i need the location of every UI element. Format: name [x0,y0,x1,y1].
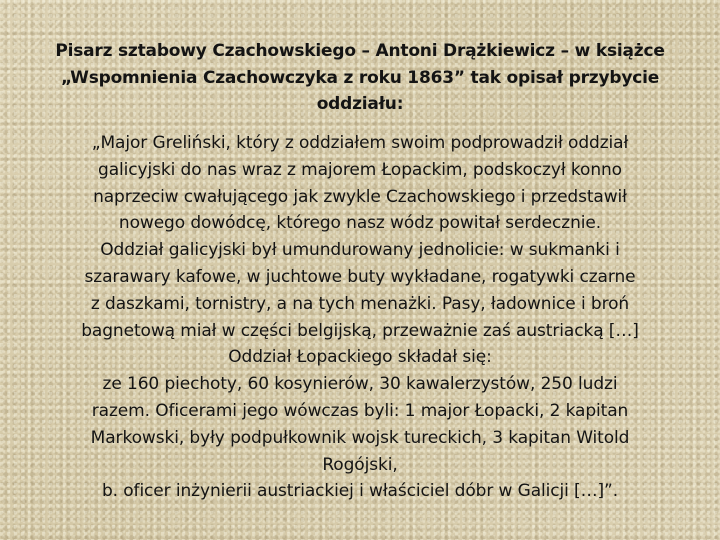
quote-line: nowego dowódcę, którego nasz wódz powitał serdecznie. [118,213,602,234]
quote-line: Rogójski, [322,454,398,475]
quote-line: „Major Greliński, który z oddziałem swoim podprowadził oddział [91,133,629,153]
quote-line: razem. Oficerami jego wówczas byli: 1 major Łopacki, 2 kapitan [91,400,629,421]
quote-line: b. oficer inżynierii austriackiej i właściciel dóbr w Galicji […]”. [101,481,619,502]
intro-heading-line: Pisarz sztabowy Czachowskiego – Antoni Drążkiewicz – w książce [55,41,665,61]
quote-line: Markowski, były podpułkownik wojsk tureckich, 3 kapitan Witold [90,427,630,448]
quote-line: szarawary kafowe, w juchtowe buty wykładane, rogatywki czarne [84,266,636,287]
quote-line: galicyjski do nas wraz z majorem Łopackim, podskoczył konno [98,159,622,180]
intro-heading [20,38,700,118]
quote-line: ze 160 piechoty, 60 kosynierów, 30 kawalerzystów, 250 ludzi [102,374,618,395]
quote-line: Oddział galicyjski był umundurowany jednolicie: w sukmanki i [100,240,620,261]
quote-line: z daszkami, tornistry, a na tych menażki. Pasy, ładownice i broń [90,293,630,314]
memoir-quote [14,130,706,505]
intro-heading-line: „Wspomnienia Czachowczyka z roku 1863” tak opisał przybycie [60,67,660,88]
quote-line: bagnetową miał w części belgijską, przeważnie zaś austriacką […] [81,320,639,341]
quote-line: naprzeciw cwałującego jak zwykle Czachowskiego i przedstawił [93,186,627,207]
quote-line: Oddział Łopackiego składał się: [228,347,492,368]
intro-heading-line: oddziału: [316,94,404,114]
